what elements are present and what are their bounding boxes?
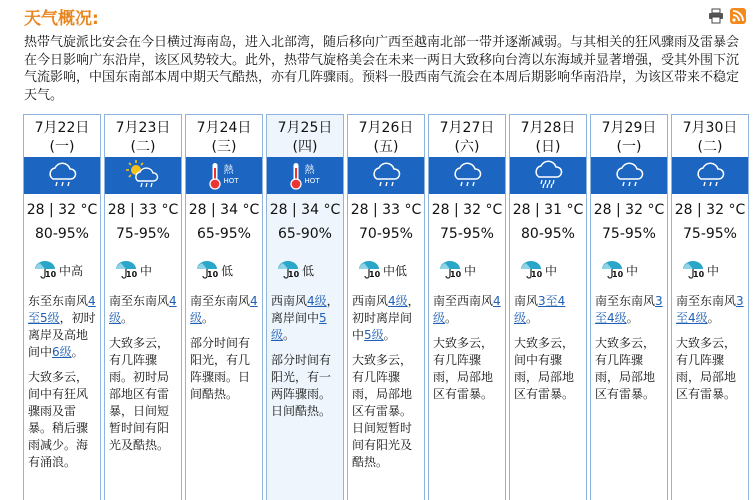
forecast-description — [190, 293, 260, 411]
forecast-day — [266, 114, 344, 500]
temperature-range: 28 | 33 °C — [107, 202, 179, 218]
forecast-weekday: (二) — [697, 139, 723, 155]
umbrella-icon — [277, 260, 299, 280]
very-hot-icon — [209, 162, 238, 190]
psr-value: 10 — [369, 270, 381, 279]
weather-forecast: 大致多云，间中有狂风骤雨及雷暴。稍后骤雨减少。海有涌浪。 — [28, 370, 89, 469]
forecast-description — [676, 293, 746, 411]
wind-forecast — [595, 293, 665, 327]
wind-text[interactable]: 4至5级 — [28, 294, 96, 325]
forecast-day — [23, 114, 101, 500]
hot-sub-label: HOT — [223, 176, 239, 185]
temperature-range: 28 | 32 °C — [593, 202, 665, 218]
psr-value: 10 — [126, 270, 138, 279]
wind-text: 南至东南风 — [190, 294, 251, 308]
rain-cloud-icon — [450, 159, 484, 193]
wind-forecast — [190, 293, 260, 327]
forecast-weekday: (二) — [130, 139, 156, 155]
wind-forecast — [109, 293, 179, 327]
wind-text: 南至东南风 — [676, 294, 737, 308]
psr-value: 10 — [288, 270, 300, 279]
temperature-range: 28 | 34 °C — [188, 202, 260, 218]
forecast-date: 7月29日 — [601, 120, 657, 136]
temperature-range: 28 | 33 °C — [350, 202, 422, 218]
temperature-range: 28 | 32 °C — [431, 202, 503, 218]
forecast-description — [271, 293, 341, 428]
umbrella-icon — [520, 260, 542, 280]
psr-indicator — [520, 260, 557, 280]
heavy-rain-icon — [531, 159, 565, 193]
wind-text: 南至东南风 — [595, 294, 656, 308]
wind-text: 。 — [71, 345, 84, 359]
wind-forecast — [28, 293, 98, 361]
wind-text: 南至西南风 — [433, 294, 494, 308]
weather-icon-bar — [267, 157, 343, 194]
weather-forecast: 大致多云，有几阵骤雨，局部地区有雷暴。 — [676, 336, 737, 401]
temperature-range: 28 | 31 °C — [512, 202, 584, 218]
psr-level: 低 — [221, 263, 234, 278]
weather-icon-bar — [348, 157, 424, 194]
rain-cloud-icon — [45, 159, 79, 193]
weather-icon-bar — [105, 157, 181, 194]
weather-forecast: 大致多云，有几阵骤雨，局部地区有雷暴。日间短暂时间有阳光及酷热。 — [352, 353, 413, 469]
forecast-description — [514, 293, 584, 411]
umbrella-icon — [34, 260, 56, 280]
psr-value: 10 — [45, 270, 57, 279]
wind-text[interactable]: 5级 — [271, 311, 327, 342]
humidity-range: 75-95% — [116, 226, 170, 242]
humidity-range: 65-90% — [278, 226, 332, 242]
psr-value: 10 — [450, 270, 462, 279]
psr-level: 中 — [626, 263, 639, 278]
rain-cloud-icon — [693, 159, 727, 193]
umbrella-icon — [682, 260, 704, 280]
page-title: 天气概况: — [24, 9, 99, 29]
psr-level: 中低 — [383, 263, 408, 278]
forecast-day — [590, 114, 668, 500]
forecast-date: 7月27日 — [439, 120, 495, 136]
weather-icon-bar — [429, 157, 505, 194]
wind-text: ，初时离岸及高地间中 — [28, 311, 96, 359]
hot-label: 熱 — [304, 164, 315, 176]
psr-value: 10 — [531, 270, 543, 279]
rain-cloud-icon — [612, 159, 646, 193]
weather-icon-bar — [510, 157, 586, 194]
psr-value: 10 — [693, 270, 705, 279]
rss-icon[interactable] — [730, 8, 746, 24]
weather-icon-bar — [591, 157, 667, 194]
wind-text[interactable]: 5级 — [364, 328, 384, 342]
humidity-range: 75-95% — [602, 226, 656, 242]
very-hot-icon — [290, 162, 319, 190]
wind-text: ，离岸间中 — [271, 294, 339, 325]
psr-indicator — [196, 260, 233, 280]
wind-text: 。 — [526, 311, 539, 325]
wind-text[interactable]: 3至4级 — [676, 294, 744, 325]
forecast-day — [185, 114, 263, 500]
wind-forecast — [676, 293, 746, 327]
weather-forecast: 部分时间有阳光，有一两阵骤雨。日间酷热。 — [271, 353, 332, 418]
umbrella-icon — [601, 260, 623, 280]
psr-value: 10 — [207, 270, 219, 279]
psr-indicator — [439, 260, 476, 280]
wind-text: 。 — [626, 311, 639, 325]
wind-forecast — [271, 293, 341, 344]
forecast-grid — [23, 114, 751, 500]
wind-text[interactable]: 4级 — [307, 294, 327, 308]
toolbar — [708, 8, 746, 24]
forecast-date: 7月30日 — [682, 120, 738, 136]
forecast-day — [509, 114, 587, 500]
temperature-range: 28 | 32 °C — [26, 202, 98, 218]
psr-indicator — [601, 260, 638, 280]
forecast-weekday: (一) — [49, 139, 75, 155]
forecast-weekday: (四) — [292, 139, 318, 155]
forecast-description — [433, 293, 503, 411]
wind-text: 西南风 — [271, 294, 308, 308]
wind-text[interactable]: 6级 — [52, 345, 72, 359]
forecast-weekday: (五) — [373, 139, 399, 155]
umbrella-icon — [358, 260, 380, 280]
hot-label: 熱 — [223, 164, 234, 176]
forecast-date: 7月28日 — [520, 120, 576, 136]
umbrella-icon — [439, 260, 461, 280]
humidity-range: 70-95% — [359, 226, 413, 242]
wind-text: 南至东南风 — [109, 294, 170, 308]
wind-text: 。 — [707, 311, 720, 325]
weather-forecast: 大致多云，间中有骤雨，局部地区有雷暴。 — [514, 336, 575, 401]
umbrella-icon — [115, 260, 137, 280]
humidity-range: 75-95% — [683, 226, 737, 242]
weather-forecast: 大致多云，有几阵骤雨，局部地区有雷暴。 — [595, 336, 656, 401]
wind-text: 南风 — [514, 294, 539, 308]
wind-text: 西南风 — [352, 294, 389, 308]
wind-forecast — [514, 293, 584, 327]
psr-indicator — [358, 260, 407, 280]
psr-indicator — [34, 260, 83, 280]
weather-icon-bar — [672, 157, 748, 194]
psr-level: 中 — [707, 263, 720, 278]
wind-text[interactable]: 4级 — [433, 294, 501, 325]
forecast-description — [109, 293, 179, 462]
psr-level: 中高 — [59, 263, 84, 278]
temperature-range: 28 | 32 °C — [674, 202, 746, 218]
wind-text[interactable]: 4级 — [190, 294, 258, 325]
wind-text: 。 — [202, 311, 215, 325]
forecast-day — [671, 114, 749, 500]
wind-text: 。 — [121, 311, 134, 325]
wind-text: 。 — [283, 328, 296, 342]
psr-level: 中 — [464, 263, 477, 278]
wind-forecast — [352, 293, 422, 344]
weather-summary: 热带气旋派比安会在今日横过海南岛，进入北部湾，随后移向广西至越南北部一带并逐渐减弱。与其相关的狂风骤雨及雷暴会在今日影响广东沿岸，该区风势较大。此外，热带气旋格美会在未来一两日大致移向台湾以东海域并显著增强，受其外围下沉气流影响，中国东南部本周中期天气酷热，亦有几阵骤雨。预料一股西南气流会在本周后期影响华南沿岸，为该区带来不稳定天气。 — [24, 35, 740, 103]
psr-value: 10 — [612, 270, 624, 279]
weather-icon-bar — [186, 157, 262, 194]
wind-text[interactable]: 3至4级 — [595, 294, 663, 325]
hot-sub-label: HOT — [304, 176, 320, 185]
temperature-range: 28 | 34 °C — [269, 202, 341, 218]
forecast-day — [104, 114, 182, 500]
forecast-day — [428, 114, 506, 500]
wind-text: 。 — [383, 328, 396, 342]
psr-indicator — [115, 260, 152, 280]
psr-level: 中 — [545, 263, 558, 278]
forecast-weekday: (六) — [454, 139, 480, 155]
forecast-date: 7月25日 — [277, 120, 333, 136]
wind-forecast — [433, 293, 503, 327]
forecast-description — [352, 293, 422, 479]
wind-text[interactable]: 4级 — [109, 294, 177, 325]
forecast-date: 7月26日 — [358, 120, 414, 136]
print-icon[interactable] — [708, 8, 724, 24]
wind-text: 。 — [445, 311, 458, 325]
forecast-date: 7月24日 — [196, 120, 252, 136]
humidity-range: 80-95% — [35, 226, 89, 242]
psr-level: 中 — [140, 263, 153, 278]
sun-rain-icon — [125, 159, 161, 193]
wind-text: ，初时离岸间中 — [352, 294, 420, 342]
psr-level: 低 — [302, 263, 315, 278]
rain-cloud-icon — [369, 159, 403, 193]
umbrella-icon — [196, 260, 218, 280]
forecast-day — [347, 114, 425, 500]
weather-forecast: 大致多云，有几阵骤雨，局部地区有雷暴。 — [433, 336, 494, 401]
humidity-range: 75-95% — [440, 226, 494, 242]
psr-indicator — [277, 260, 314, 280]
forecast-weekday: (日) — [535, 139, 561, 155]
forecast-weekday: (三) — [211, 139, 237, 155]
weather-forecast: 部分时间有阳光，有几阵骤雨。日间酷热。 — [190, 336, 251, 401]
wind-text: 东至东南风 — [28, 294, 89, 308]
weather-icon-bar — [24, 157, 100, 194]
forecast-date: 7月23日 — [115, 120, 171, 136]
wind-text[interactable]: 3至4级 — [514, 294, 566, 325]
forecast-weekday: (一) — [616, 139, 642, 155]
weather-forecast: 大致多云，有几阵骤雨。初时局部地区有雷暴，日间短暂时间有阳光及酷热。 — [109, 336, 170, 452]
forecast-date: 7月22日 — [34, 120, 90, 136]
humidity-range: 80-95% — [521, 226, 575, 242]
wind-text[interactable]: 4级 — [388, 294, 408, 308]
forecast-description — [28, 293, 98, 479]
psr-indicator — [682, 260, 719, 280]
humidity-range: 65-95% — [197, 226, 251, 242]
forecast-description — [595, 293, 665, 411]
